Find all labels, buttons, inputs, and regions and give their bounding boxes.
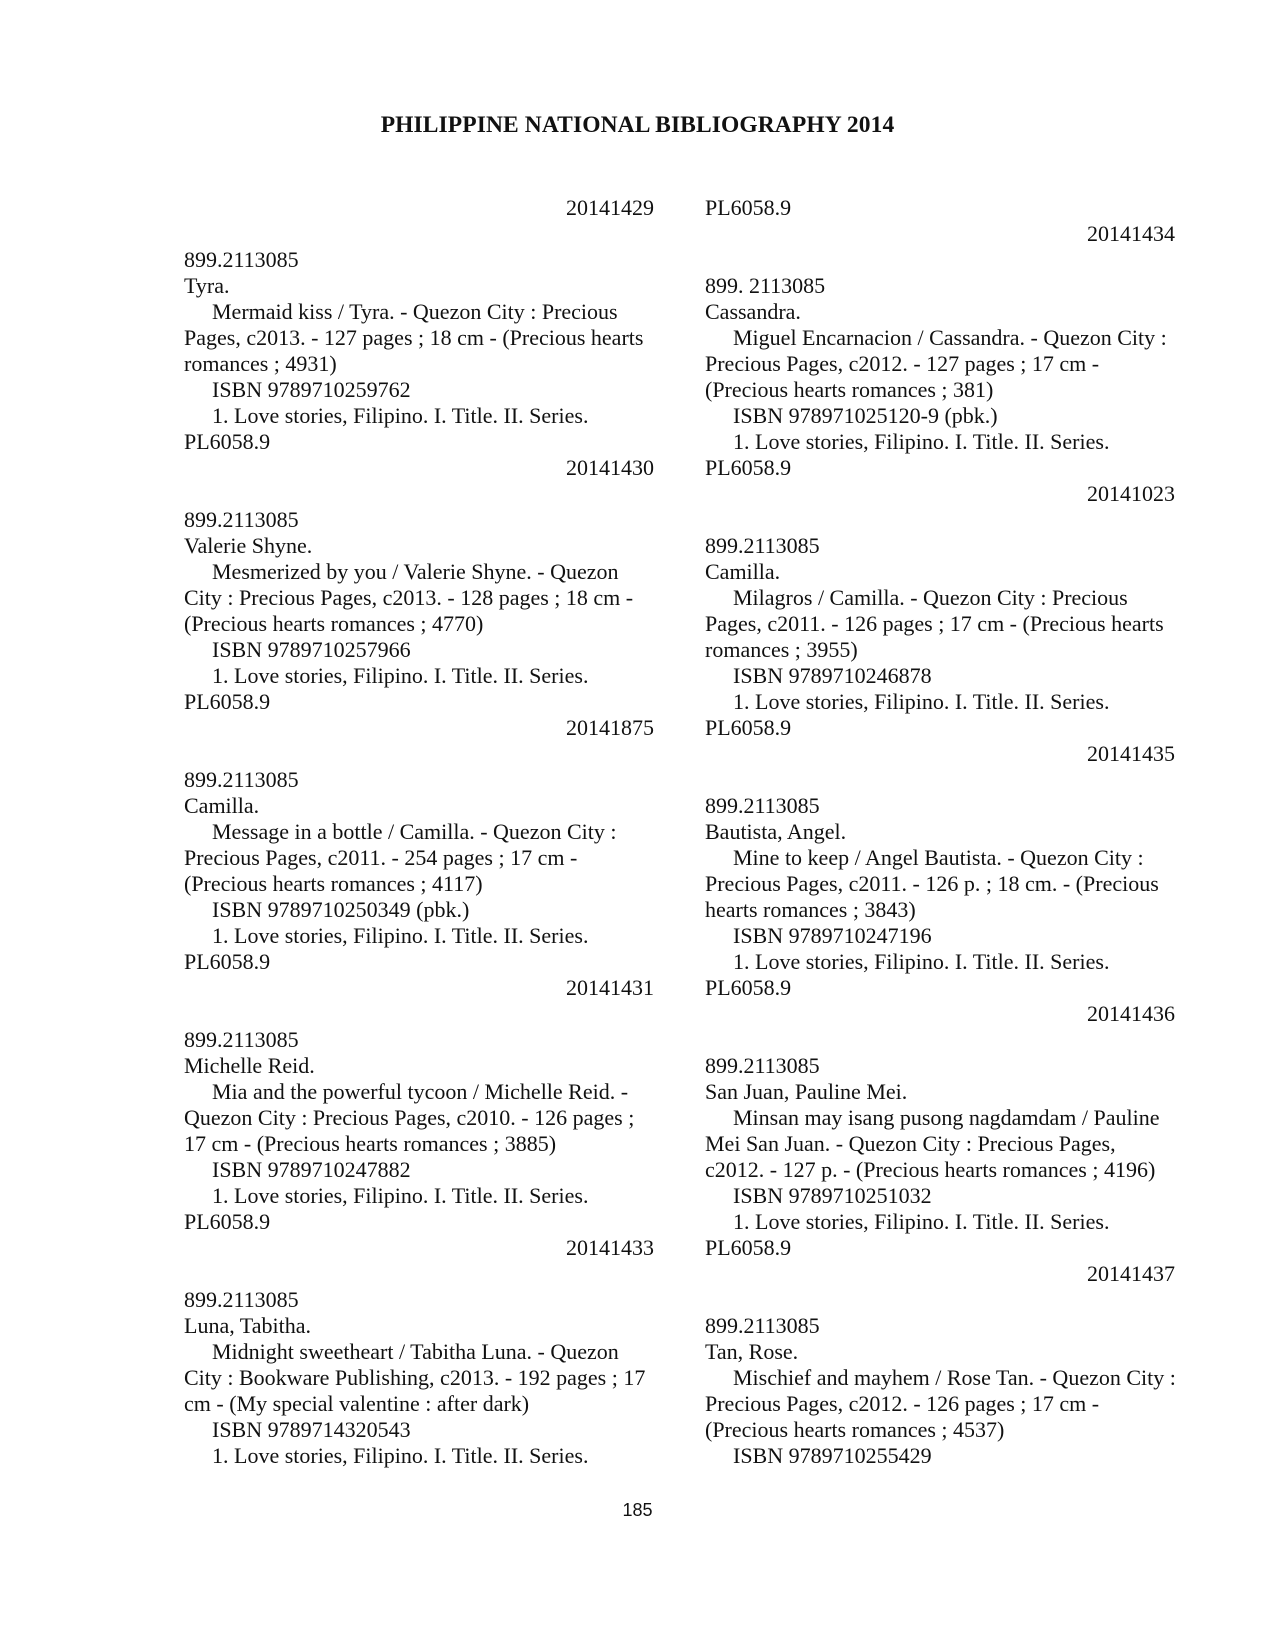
entry-line-indented: 1. Love stories, Filipino. I. Title. II. Series.: [212, 923, 589, 948]
entry-line: 899.2113085: [705, 793, 820, 818]
entry-line: romances ; 3955): [705, 637, 858, 662]
entry-line-indented: Mermaid kiss / Tyra. - Quezon City : Precious: [212, 299, 618, 324]
entry-line: Luna, Tabitha.: [184, 1313, 311, 1338]
entry-line-indented: ISBN 9789710259762: [212, 377, 411, 402]
entry-line: 899.2113085: [184, 247, 299, 272]
blank-line: [705, 247, 1175, 273]
entry-line: 899.2113085: [184, 1287, 299, 1312]
entry-line-indented: ISBN 9789714320543: [212, 1417, 411, 1442]
entry-line-indented: 1. Love stories, Filipino. I. Title. II. Series.: [733, 1209, 1110, 1234]
entry-line: Cassandra.: [705, 299, 801, 324]
right-column: [705, 195, 1175, 1469]
entry-line-indented: ISBN 9789710255429: [733, 1443, 932, 1468]
entry-line: Camilla.: [184, 793, 260, 818]
entry-line: 899.2113085: [184, 1027, 299, 1052]
blank-line: [705, 767, 1175, 793]
entry-line: 899.2113085: [705, 1053, 820, 1078]
entry-line: Quezon City : Precious Pages, c2010. - 126 pages ;: [184, 1105, 635, 1130]
entry-line: PL6058.9: [705, 195, 792, 220]
page-number: 185: [622, 1500, 653, 1520]
entry-line: San Juan, Pauline Mei.: [705, 1079, 908, 1104]
blank-line: [184, 1261, 654, 1287]
entry-line: Pages, c2013. - 127 pages ; 18 cm - (Precious hearts: [184, 325, 644, 350]
entry-line: Pages, c2011. - 126 pages ; 17 cm - (Precious hearts: [705, 611, 1164, 636]
entry-line-indented: 1. Love stories, Filipino. I. Title. II. Series.: [212, 1183, 589, 1208]
entry-line: 899.2113085: [184, 767, 299, 792]
entry-line-indented: 1. Love stories, Filipino. I. Title. II. Series.: [733, 429, 1110, 454]
entry-line: romances ; 4931): [184, 351, 337, 376]
entry-line-indented: Milagros / Camilla. - Quezon City : Precious: [733, 585, 1128, 610]
entry-line: Tan, Rose.: [705, 1339, 799, 1364]
record-number: 20141429: [566, 195, 654, 220]
record-number: 20141023: [1087, 481, 1175, 506]
entry-line-indented: 1. Love stories, Filipino. I. Title. II. Series.: [212, 663, 589, 688]
entry-line: PL6058.9: [184, 689, 271, 714]
entry-line: Valerie Shyne.: [184, 533, 313, 558]
record-number: 20141433: [566, 1235, 654, 1260]
blank-line: [184, 741, 654, 767]
entry-line: PL6058.9: [705, 715, 792, 740]
entry-line-indented: Mesmerized by you / Valerie Shyne. - Quezon: [212, 559, 619, 584]
entry-line: PL6058.9: [184, 949, 271, 974]
record-number: 20141437: [1087, 1261, 1175, 1286]
entry-line: Camilla.: [705, 559, 781, 584]
entry-line: Precious Pages, c2011. - 126 p. ; 18 cm. - (Precious: [705, 871, 1159, 896]
entry-line-indented: Minsan may isang pusong nagdamdam / Pauline: [733, 1105, 1160, 1130]
entry-line: Mei San Juan. - Quezon City : Precious Pages,: [705, 1131, 1116, 1156]
entry-line: Precious Pages, c2012. - 127 pages ; 17 cm -: [705, 351, 1100, 376]
blank-line: [705, 1287, 1175, 1313]
entry-line: 899.2113085: [184, 507, 299, 532]
record-number: 20141875: [566, 715, 654, 740]
entry-line: PL6058.9: [705, 455, 792, 480]
entry-line: Tyra.: [184, 273, 230, 298]
entry-line-indented: Message in a bottle / Camilla. - Quezon City :: [212, 819, 617, 844]
entry-line: 17 cm - (Precious hearts romances ; 3885): [184, 1131, 557, 1156]
entry-line: Precious Pages, c2012. - 126 pages ; 17 cm -: [705, 1391, 1100, 1416]
entry-line: c2012. - 127 p. - (Precious hearts romances ; 4196): [705, 1157, 1156, 1182]
entry-line: PL6058.9: [184, 429, 271, 454]
entry-line: PL6058.9: [705, 1235, 792, 1260]
entry-line: hearts romances ; 3843): [705, 897, 916, 922]
entry-line-indented: 1. Love stories, Filipino. I. Title. II. Series.: [212, 403, 589, 428]
blank-line: [184, 1001, 654, 1027]
entry-line-indented: Midnight sweetheart / Tabitha Luna. - Quezon: [212, 1339, 619, 1364]
blank-line: [705, 507, 1175, 533]
entry-line: Precious Pages, c2011. - 254 pages ; 17 cm -: [184, 845, 578, 870]
entry-line-indented: ISBN 9789710247196: [733, 923, 932, 948]
entry-line-indented: 1. Love stories, Filipino. I. Title. II. Series.: [733, 689, 1110, 714]
entry-line-indented: Mia and the powerful tycoon / Michelle Reid. -: [212, 1079, 629, 1104]
entry-line: PL6058.9: [184, 1209, 271, 1234]
record-number: 20141436: [1087, 1001, 1175, 1026]
record-number: 20141431: [566, 975, 654, 1000]
left-column: [184, 195, 654, 1469]
record-number: 20141434: [1087, 221, 1175, 246]
entry-line: City : Precious Pages, c2013. - 128 pages ; 18 cm -: [184, 585, 634, 610]
entry-line: (Precious hearts romances ; 4117): [184, 871, 483, 896]
entry-line: Michelle Reid.: [184, 1053, 315, 1078]
entry-line-indented: ISBN 9789710247882: [212, 1157, 411, 1182]
entry-line-indented: ISBN 978971025120-9 (pbk.): [733, 403, 998, 428]
blank-line: [184, 221, 654, 247]
entry-line: 899. 2113085: [705, 273, 826, 298]
blank-line: [184, 481, 654, 507]
page-title: PHILIPPINE NATIONAL BIBLIOGRAPHY 2014: [380, 112, 895, 138]
record-number: 20141430: [566, 455, 654, 480]
entry-line: Bautista, Angel.: [705, 819, 847, 844]
entry-line-indented: Mine to keep / Angel Bautista. - Quezon City :: [733, 845, 1144, 870]
entry-line: (Precious hearts romances ; 4537): [705, 1417, 1005, 1442]
record-number: 20141435: [1087, 741, 1175, 766]
entry-line: 899.2113085: [705, 1313, 820, 1338]
entry-line-indented: ISBN 9789710257966: [212, 637, 411, 662]
entry-line: City : Bookware Publishing, c2013. - 192 pages ; 17: [184, 1365, 646, 1390]
entry-line: PL6058.9: [705, 975, 792, 1000]
entry-line-indented: ISBN 9789710250349 (pbk.): [212, 897, 470, 922]
entry-line: cm - (My special valentine : after dark): [184, 1391, 530, 1416]
entry-line: (Precious hearts romances ; 4770): [184, 611, 484, 636]
entry-line: 899.2113085: [705, 533, 820, 558]
entry-line-indented: ISBN 9789710251032: [733, 1183, 932, 1208]
entry-line-indented: ISBN 9789710246878: [733, 663, 932, 688]
entry-line-indented: 1. Love stories, Filipino. I. Title. II. Series.: [733, 949, 1110, 974]
entry-line-indented: 1. Love stories, Filipino. I. Title. II. Series.: [212, 1443, 589, 1468]
blank-line: [705, 1027, 1175, 1053]
entry-line: (Precious hearts romances ; 381): [705, 377, 994, 402]
entry-line-indented: Mischief and mayhem / Rose Tan. - Quezon City :: [733, 1365, 1176, 1390]
entry-line-indented: Miguel Encarnacion / Cassandra. - Quezon City :: [733, 325, 1167, 350]
